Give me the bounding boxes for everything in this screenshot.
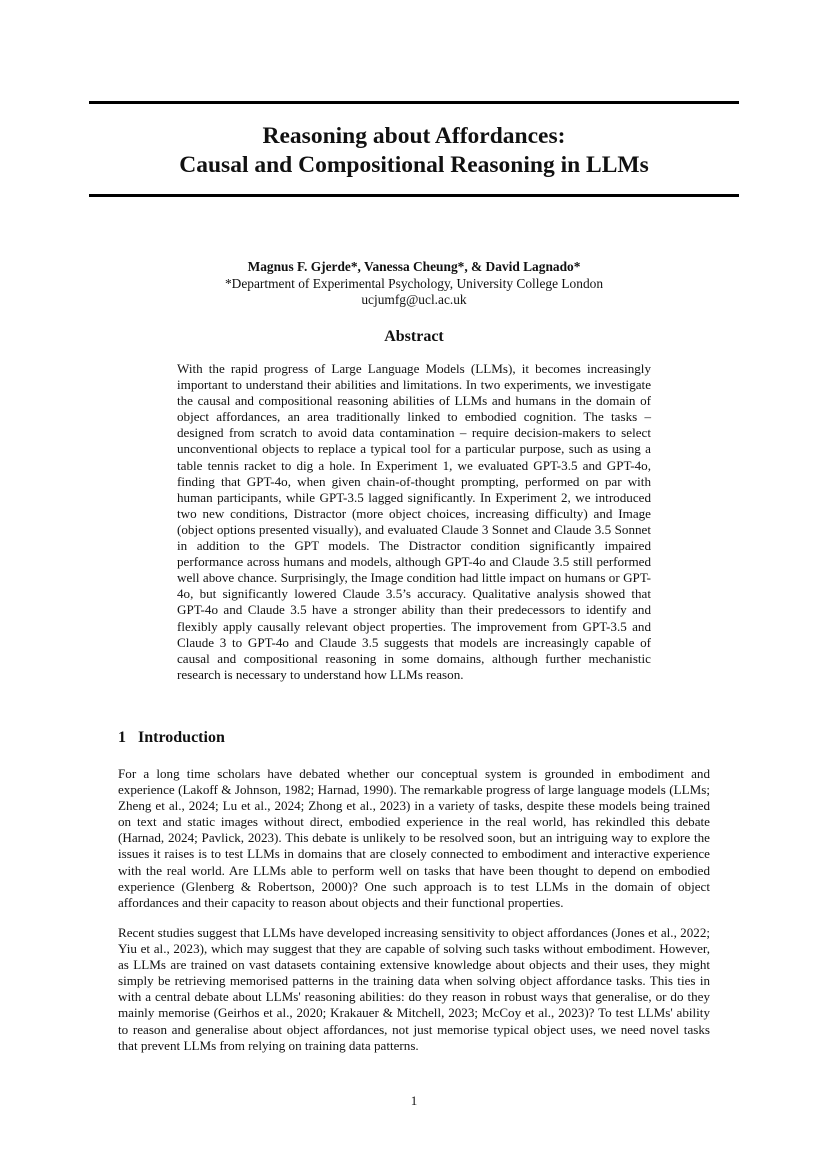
intro-paragraph-2: Recent studies suggest that LLMs have developed increasing sensitivity to object affordances (Jones et al., 2022; Yiu et al., 2023), which may suggest that they are capable of solving such tasks without embodiment. However, as LLMs are trained on vast datasets containing extensive knowledge about objects and their uses, they might simply be retrieving memorised patterns in the training data when solving object affordance tasks. This ties in with a central debate about LLMs' reasoning abilities: do they reason in robust ways that generalise, or do they mainly memorise (Geirhos et al., 2020; Krakauer & Mitchell, 2023; McCoy et al., 2023)? To test LLMs' ability to reason and generalise about object affordances, not just memorise typical object uses, we need novel tasks that prevent LLMs from relying on training data patterns.: [118, 925, 710, 1053]
title-line-2: Causal and Compositional Reasoning in LLMs: [179, 152, 649, 178]
section-heading-introduction: [118, 729, 225, 747]
author-email: ucjumfg@ucl.ac.uk: [361, 292, 467, 307]
section-title: Introduction: [138, 729, 225, 746]
author-affiliation: *Department of Experimental Psychology, University College London: [224, 275, 604, 291]
title-line-1: Reasoning about Affordances:: [262, 123, 566, 149]
author-block: [89, 259, 739, 309]
page-number: 1: [410, 1093, 418, 1108]
title-bottom-rule: [89, 194, 739, 197]
intro-paragraph-1: For a long time scholars have debated whether our conceptual system is grounded in embodiment and experience (Lakoff & Johnson, 1982; Harnad, 1990). The remarkable progress of large language models (LLMs; Zheng et al., 2024; Lu et al., 2024; Zhong et al., 2023) in a variety of tasks, despite these models being trained on text and static images without direct, embodied experience in the real world, has rekindled this debate (Harnad, 2024; Pavlick, 2023). This debate is unlikely to be resolved soon, but an intriguing way to explore the issues it raises is to test LLMs in domains that are closely connected to embodiment and interactive experience with the real world. Are LLMs able to perform well on tasks that have been thought to depend on embodied experience (Glenberg & Robertson, 2000)? One such approach is to test LLMs in the domain of object affordances and their capacity to reason about objects and their functional properties.: [118, 766, 710, 910]
abstract-heading: Abstract: [384, 328, 444, 345]
paper-title: [89, 122, 739, 180]
title-top-rule: [89, 101, 739, 104]
author-names: Magnus F. Gjerde*, Vanessa Cheung*, & David Lagnado*: [247, 259, 581, 274]
abstract-text: With the rapid progress of Large Language Models (LLMs), it becomes increasingly important to understand their abilities and limitations. In two experiments, we investigate the causal and compositional reasoning abilities of LLMs and humans in the domain of object affordances, an area traditionally linked to embodied cognition. The tasks – designed from scratch to avoid data contamination – require decision-makers to select unconventional objects to replace a typical tool for a particular purpose, such as using a table tennis racket to dig a hole. In Experiment 1, we evaluated GPT-3.5 and GPT-4o, finding that GPT-4o, when given chain-of-thought prompting, performed on par with human participants, while GPT-3.5 lagged significantly. In Experiment 2, we introduced two new conditions, Distractor (more object choices, increasing difficulty) and Image (object options presented visually), and evaluated Claude 3 Sonnet and Claude 3.5 Sonnet in addition to the GPT models. The Distractor condition significantly impaired performance across humans and models, although GPT-4o and Claude 3.5 still performed well above chance. Surprisingly, the Image condition had little impact on humans or GPT-4o, but significantly lowered Claude 3.5’s accuracy. Qualitative analysis showed that GPT-4o and Claude 3.5 have a stronger ability than their predecessors to identify and flexibly apply causally relevant object properties. The improvement from GPT-3.5 and Claude 3 to GPT-4o and Claude 3.5 suggests that models are increasingly capable of causal and compositional reasoning in some domains, although further mechanistic research is necessary to understand how LLMs reason.: [177, 361, 651, 682]
section-number: 1: [118, 729, 126, 746]
